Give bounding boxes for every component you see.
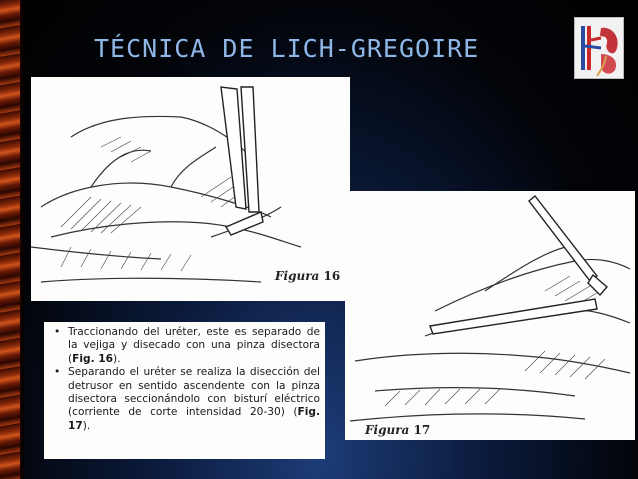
bullet-1-figure-ref: Fig. 16 xyxy=(72,352,114,365)
figure-17-caption-word: Figura xyxy=(365,423,410,437)
bullet-2-figure-ref: Fig. 17 xyxy=(68,406,320,432)
figure-16-caption-word: Figura xyxy=(275,269,320,283)
figure-16-caption-number: 16 xyxy=(323,269,341,283)
kidney-logo-icon xyxy=(574,17,624,79)
bullet-item-2 xyxy=(52,366,320,433)
bullet-2-end: ). xyxy=(82,419,91,432)
bullet-1-end: ). xyxy=(113,352,121,365)
figure-17-caption xyxy=(365,423,430,437)
description-text-box xyxy=(44,322,325,459)
figure-17-illustration xyxy=(345,191,635,440)
bullet-2-text: Separando el uréter se realiza la disección del detrusor en sentido ascendente con la pinza disectora seccionándolo con bisturí eléctrico (corriente de corte intensidad 20-30) ( xyxy=(68,366,320,419)
bullet-item-1 xyxy=(52,326,320,366)
left-strip-edge xyxy=(20,0,24,479)
slide-title: TÉCNICA DE LICH-GREGOIRE xyxy=(94,34,480,63)
figure-16-caption xyxy=(275,269,340,283)
bullet-list xyxy=(52,326,320,433)
figure-16-illustration xyxy=(31,77,350,301)
decorative-left-strip xyxy=(0,0,20,479)
figure-17-caption-number: 17 xyxy=(413,423,431,437)
bullet-1-text: Traccionando del uréter, este es separado de la vejiga y disecado con una pinza disectora ( xyxy=(68,326,320,365)
